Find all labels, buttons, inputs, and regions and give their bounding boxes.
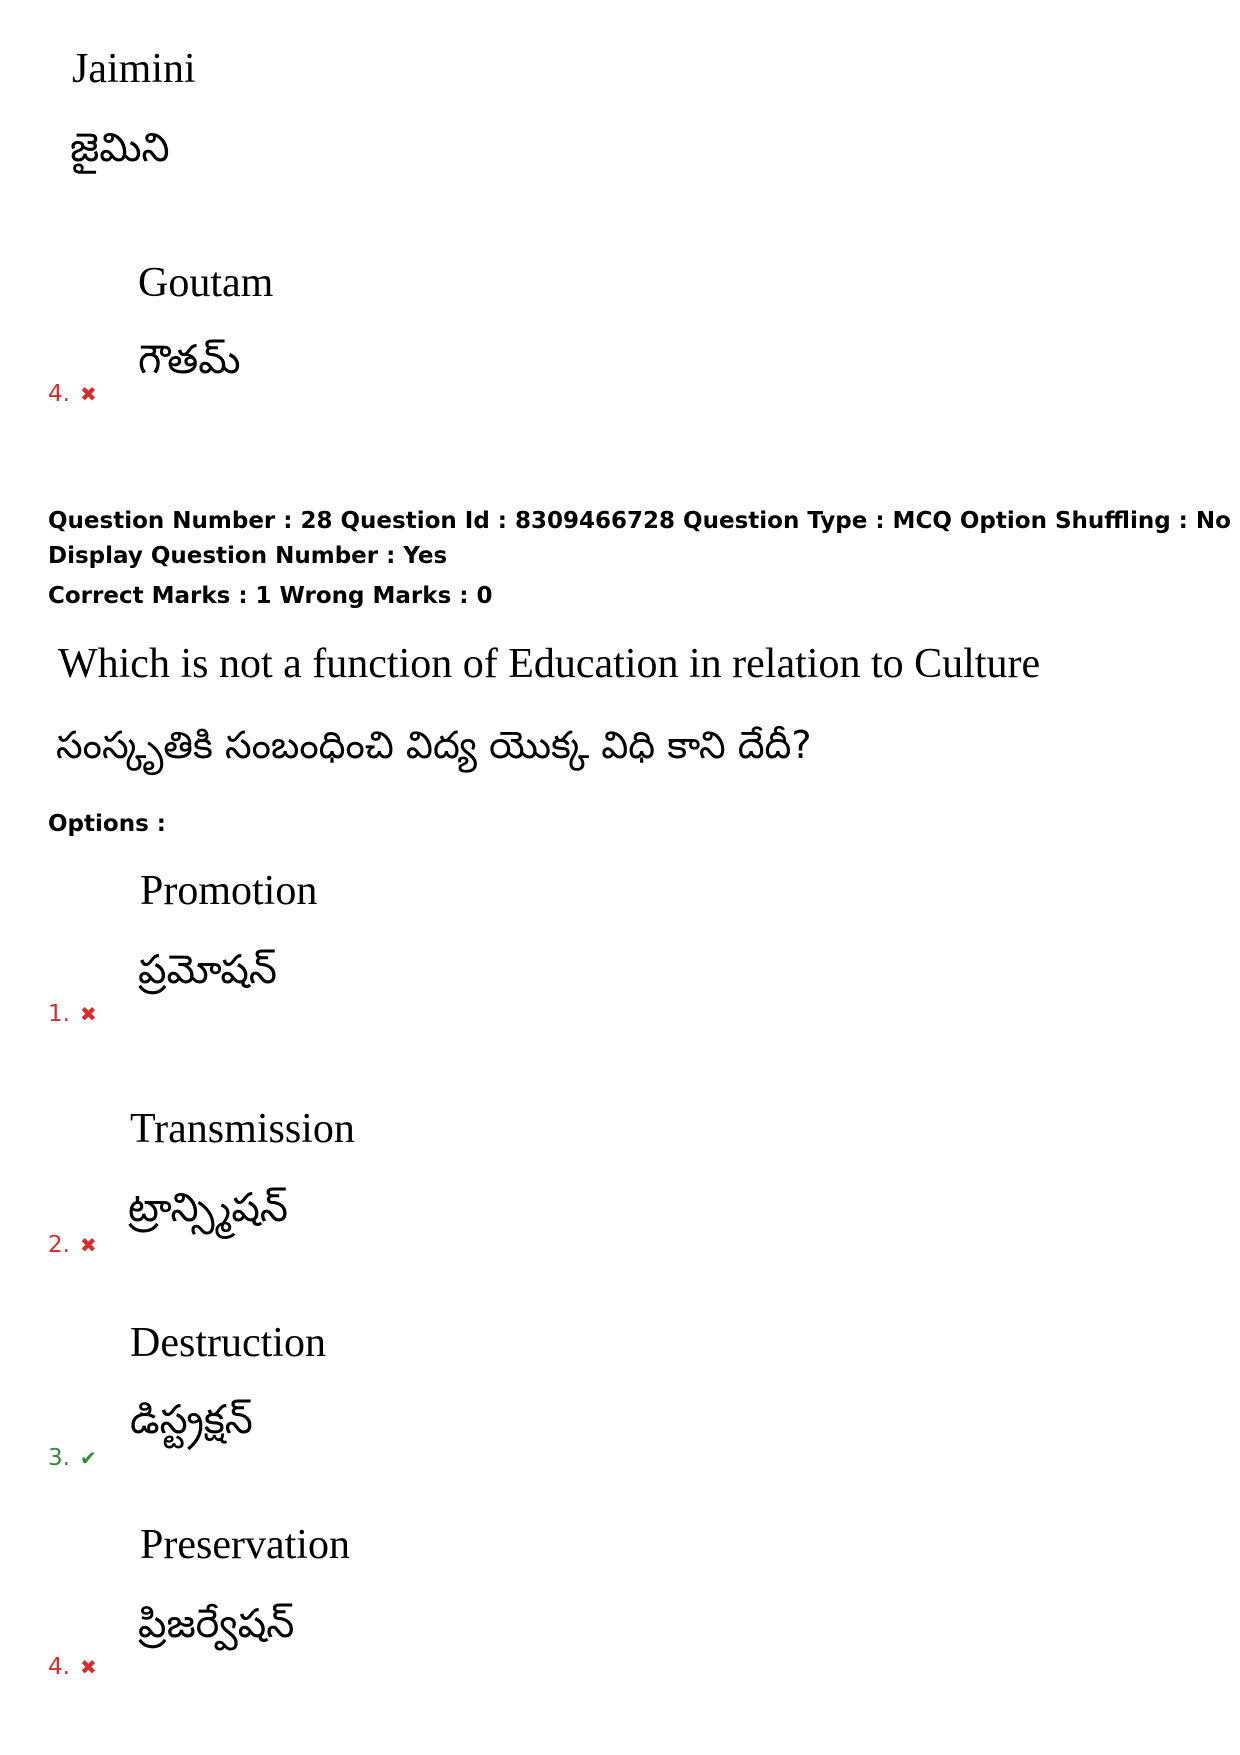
prev-option-3-telugu: జైమిని: [70, 125, 170, 171]
option-2-english: Transmission: [130, 1106, 355, 1152]
check-icon: ✔: [79, 1446, 97, 1470]
option-1-label: [48, 1003, 97, 1026]
question-text-telugu: సంస్కృతికి సంబంధించి విద్య యొక్క విధి కాని దేదీ?: [56, 723, 812, 767]
question-marks: Correct Marks : 1 Wrong Marks : 0: [48, 583, 493, 609]
option-2-label: [48, 1234, 97, 1257]
option-number: 1.: [48, 1001, 70, 1027]
option-3-english: Destruction: [130, 1320, 326, 1366]
option-1-telugu: ప్రమోషన్: [138, 947, 277, 993]
question-meta-line-1: Question Number : 28 Question Id : 8309466728 Question Type : MCQ Option Shuffling : No: [48, 508, 1231, 534]
option-4-label: [48, 1656, 97, 1679]
question-meta-line-2: Display Question Number : Yes: [48, 543, 448, 569]
option-number: 3.: [48, 1445, 70, 1471]
option-3-telugu: డిస్ట్రక్షన్: [130, 1397, 253, 1443]
option-number: 4.: [48, 381, 70, 407]
wrong-icon: ✖: [79, 1655, 97, 1679]
prev-option-3-english: Jaimini: [72, 46, 196, 92]
option-4-english: Preservation: [140, 1522, 350, 1568]
prev-option-4-label: [48, 383, 97, 406]
wrong-icon: ✖: [79, 1233, 97, 1257]
option-1-english: Promotion: [140, 868, 318, 914]
option-number: 4.: [48, 1654, 70, 1680]
options-label: Options :: [48, 811, 166, 837]
option-number: 2.: [48, 1232, 70, 1258]
option-2-telugu: ట్రాన్స్మిషన్: [128, 1185, 288, 1231]
option-4-telugu: ప్రిజర్వేషన్: [138, 1601, 295, 1647]
wrong-icon: ✖: [79, 382, 97, 406]
option-3-label: [48, 1447, 97, 1470]
wrong-icon: ✖: [79, 1002, 97, 1026]
prev-option-4-english: Goutam: [138, 260, 274, 306]
prev-option-4-telugu: గౌతమ్: [138, 337, 241, 383]
question-text-english: Which is not a function of Education in relation to Culture: [58, 641, 1041, 687]
